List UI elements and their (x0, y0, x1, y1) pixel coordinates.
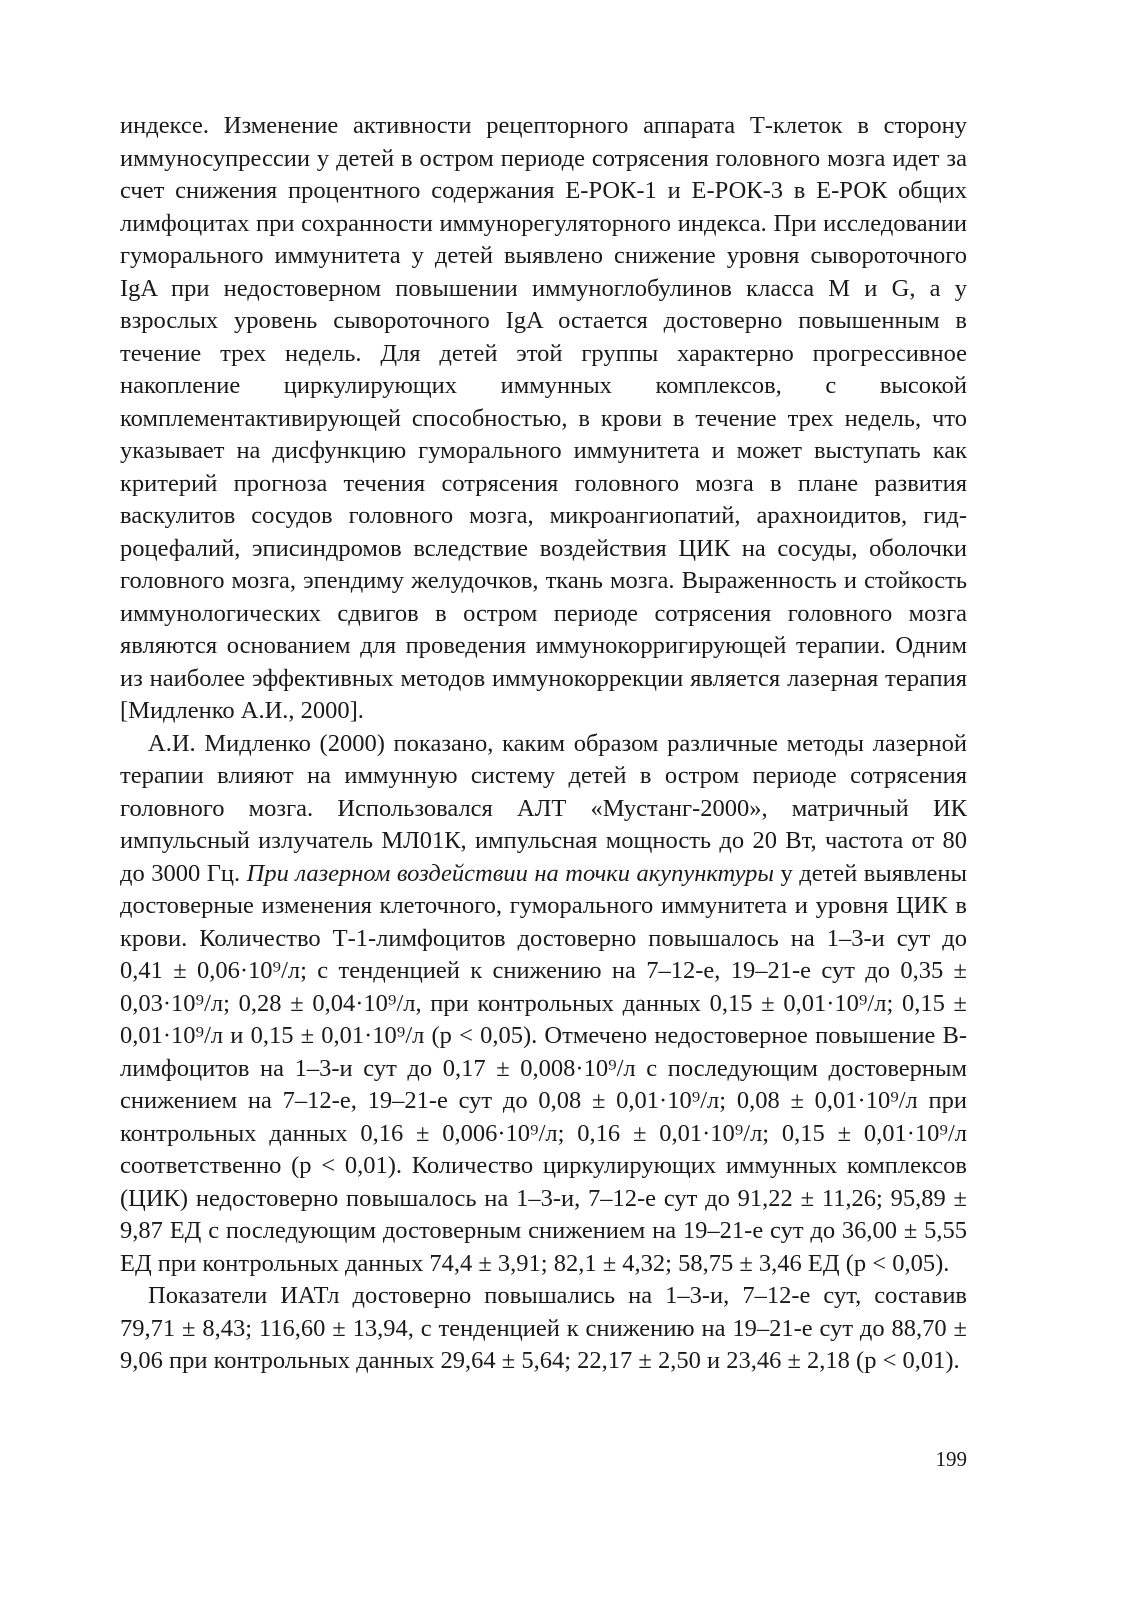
paragraph-immunity-summary: индексе. Изменение активности рецепторного аппарата Т-клеток в сторону иммуносупрессии у детей в остром периоде сотрясения головного мозга идет за счет снижения процентного содержания Е-РОК-1 и Е-РОК-3 в Е-РОК общих лимфоцитах при сохранности иммунорегуляторного индекса. При исследовании гуморального иммунитета у детей выявлено снижение уровня сывороточного IgA при недостоверном повышении иммуноглобулинов класса M и G, а у взрослых уровень сывороточного IgA остается достоверно повышенным в течение трех недель. Для детей этой группы характерно прогрессивное накопление циркулирующих иммунных комплексов, с высокой комплементактивирующей способностью, в крови в течение трех недель, что указывает на дисфункцию гуморального иммунитета и может выступать как критерий прогноза течения сотрясения головного мозга в плане развития васкулитов сосудов головного мозга, микроангиопатий, арахноидитов, гидроцефалий, эписиндромов вследствие воздействия ЦИК на сосуды, оболочки головного мозга, эпендиму желудочков, ткань мозга. Выраженность и стойкость иммунологических сдвигов в остром периоде сотрясения головного мозга являются основанием для проведения иммунокорригирующей терапии. Одним из наиболее эффективных методов иммунокоррекции является лазерная терапия [Мидленко А.И., 2000]. (120, 112, 967, 724)
paragraph-text-segment: А.И. Мидленко (2000) показано, каким образом различные методы лазерной терапии влияют на иммунную систему детей в остром периоде сотрясения головного мозга. Использовался АЛТ «Мустанг-2000», матричный ИК импульсный излучатель МЛ01К, импульсная мощность до 20 Вт, частота от 80 до 3000 Гц. (120, 729, 967, 887)
paragraph-laser-therapy-results (120, 728, 967, 1281)
page-body (120, 110, 967, 1378)
paragraph-iatl-indicators: Показатели ИАТл достоверно повышались на 1–3-и, 7–12-е сут, составив 79,71 ± 8,43; 116,60 ± 13,94, с тенденцией к снижению на 19–21-е сут до 88,70 ± 9,06 при контрольных данных 29,64 ± 5,64; 22,17 ± 2,50 и 23,46 ± 2,18 (р < 0,01). (120, 1282, 967, 1374)
italic-emphasis: При лазерном воздействии на точки акупунктуры (246, 859, 774, 887)
page-number: 199 (935, 1447, 967, 1471)
paragraph-text-segment: у детей выявлены достоверные изменения клеточного, гуморального иммунитета и уровня ЦИК в крови. Количество Т-1-лимфоцитов достоверно повышалось на 1–3-и сут до 0,41 ± 0,06·10⁹/л; с тенденцией к снижению на 7–12-е, 19–21-е сут до 0,35 ± 0,03·10⁹/л; 0,28 ± 0,04·10⁹/л, при контрольных данных 0,15 ± 0,01·10⁹/л; 0,15 ± 0,01·10⁹/л и 0,15 ± 0,01·10⁹/л (р < 0,05). Отмечено недостоверное повышение В-лимфоцитов на 1–3-и сут до 0,17 ± 0,008·10⁹/л с последующим достоверным снижением на 7–12-е, 19–21-е сут до 0,08 ± 0,01·10⁹/л; 0,08 ± 0,01·10⁹/л при контрольных данных 0,16 ± 0,006·10⁹/л; 0,16 ± 0,01·10⁹/л; 0,15 ± 0,01·10⁹/л соответственно (р < 0,01). Количество циркулирующих иммунных комплексов (ЦИК) недостоверно повышалось на 1–3-и, 7–12-е сут до 91,22 ± 11,26; 95,89 ± 9,87 ЕД с последующим достоверным снижением на 19–21-е сут до 36,00 ± 5,55 ЕД при контрольных данных 74,4 ± 3,91; 82,1 ± 4,32; 58,75 ± 3,46 ЕД (р < 0,05). (120, 859, 967, 1277)
